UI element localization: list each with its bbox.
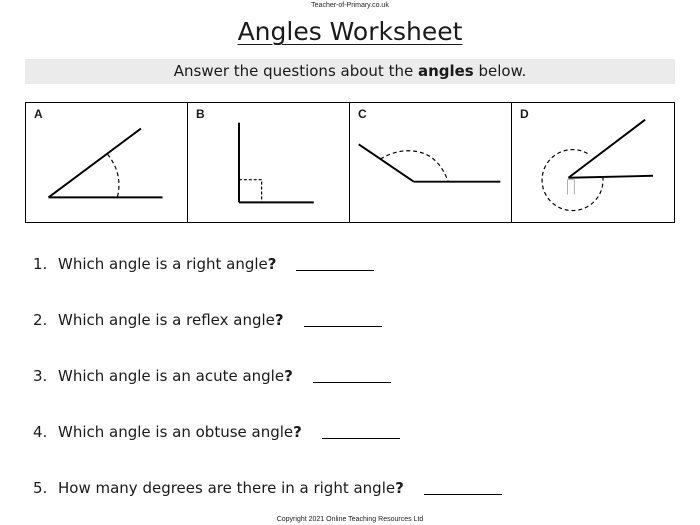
angle-label-b: B: [196, 107, 205, 121]
answer-blank-2[interactable]: [304, 325, 382, 327]
question-2: [33, 311, 382, 329]
question-text: Which angle is an acute angle: [58, 367, 285, 385]
angle-label-d: D: [520, 107, 529, 121]
site-banner: Teacher-of-Primary.co.uk: [311, 2, 389, 9]
page-title: Angles Worksheet: [237, 17, 463, 46]
instruction-text: Answer the questions about the: [173, 62, 418, 80]
acute-angle-diagram: [26, 103, 187, 222]
obtuse-angle-diagram: [350, 103, 511, 222]
instruction-bold: angles: [417, 62, 474, 80]
angle-label-c: C: [358, 107, 367, 121]
question-number: 2.: [33, 311, 48, 329]
question-mark: ?: [395, 479, 404, 497]
answer-blank-4[interactable]: [322, 437, 400, 439]
copyright-footer: Copyright 2021 Online Teaching Resources Ltd: [276, 516, 424, 523]
angles-grid: [25, 102, 675, 223]
question-mark: ?: [274, 311, 284, 329]
question-number: 4.: [33, 423, 48, 441]
question-mark: ?: [267, 255, 277, 273]
question-mark: ?: [293, 423, 302, 441]
angle-label-a: A: [34, 107, 43, 121]
question-number: 3.: [33, 367, 48, 385]
angle-cell-c: [350, 103, 512, 222]
angle-cell-b: [188, 103, 350, 222]
angle-cell-d: [512, 103, 676, 222]
question-5: [33, 479, 502, 497]
question-1: [33, 255, 374, 273]
question-text: Which angle is an obtuse angle: [58, 423, 294, 441]
question-4: [33, 423, 400, 441]
reflex-angle-diagram: [512, 103, 676, 222]
question-text: Which angle is a right angle: [58, 255, 268, 273]
instruction-end: below.: [473, 62, 527, 80]
question-text: How many degrees are there in a right angle: [58, 479, 396, 497]
answer-blank-5[interactable]: [424, 493, 502, 495]
angle-cell-a: [26, 103, 188, 222]
instruction-bar: [25, 59, 675, 84]
answer-blank-1[interactable]: [296, 269, 374, 271]
question-number: 5.: [33, 479, 48, 497]
question-mark: ?: [284, 367, 293, 385]
right-angle-diagram: [188, 103, 349, 222]
question-number: 1.: [33, 255, 48, 273]
answer-blank-3[interactable]: [313, 381, 391, 383]
question-3: [33, 367, 391, 385]
question-text: Which angle is a reflex angle: [58, 311, 275, 329]
